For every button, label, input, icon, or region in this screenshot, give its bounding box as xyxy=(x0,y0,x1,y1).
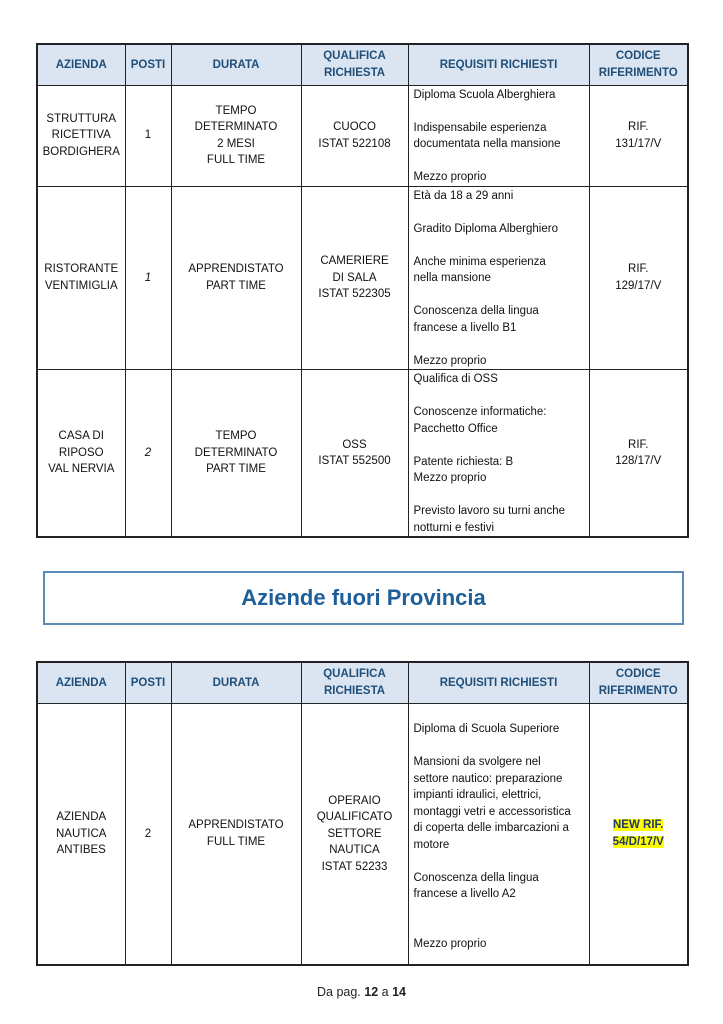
cell-azienda: CASA DI RIPOSO VAL NERVIA xyxy=(37,370,125,538)
requirement-line xyxy=(414,336,586,353)
page-footer xyxy=(0,985,723,999)
requirement-line: Mezzo proprio xyxy=(413,171,487,183)
job-table-fuori-provincia xyxy=(36,661,689,966)
requirement-line: Diploma di Scuola Superiore xyxy=(413,723,560,735)
requirement-line: Qualifica di OSS xyxy=(413,373,498,385)
header-azienda: AZIENDA xyxy=(37,44,125,85)
requirement-line: Età da 18 a 29 anni xyxy=(413,189,514,202)
cell-codice xyxy=(589,703,688,965)
requirement-line xyxy=(414,705,586,722)
requirement-line: Previsto lavoro su turni anche xyxy=(413,505,565,517)
cell-codice: RIF. 129/17/V xyxy=(589,186,688,370)
requirement-line: Patente richiesta: B xyxy=(413,455,514,468)
cell-azienda: AZIENDA NAUTICA ANTIBES xyxy=(37,703,125,965)
footer-sep: a xyxy=(381,985,389,999)
requirement-line: Mezzo proprio xyxy=(413,937,487,950)
requirement-line: settore nautico: preparazione xyxy=(413,772,563,785)
cell-posti: 1 xyxy=(125,186,171,370)
cell-requisiti xyxy=(408,370,589,538)
cell-durata: APPRENDISTATO FULL TIME xyxy=(171,703,301,965)
requirement-line: francese a livello A2 xyxy=(413,888,516,900)
cell-durata: TEMPO DETERMINATO 2 MESI FULL TIME xyxy=(171,85,301,186)
table-row xyxy=(37,703,688,965)
requirement-line: Conoscenza della lingua xyxy=(413,305,539,317)
job-table-provincia xyxy=(36,43,689,538)
requirement-line: Anche minima esperienza xyxy=(413,255,546,268)
table-row xyxy=(37,85,688,186)
requirement-line xyxy=(414,287,586,304)
requirement-line xyxy=(414,388,586,405)
requirement-line xyxy=(414,487,586,504)
requirement-line: Gradito Diploma Alberghiero xyxy=(413,222,558,235)
header-posti: POSTI xyxy=(125,662,171,703)
requirement-line: impianti idraulici, elettrici, xyxy=(413,789,542,801)
requirement-line xyxy=(414,237,586,254)
cell-posti: 2 xyxy=(125,370,171,538)
requirement-line xyxy=(414,738,586,755)
requirement-line: documentata nella mansione xyxy=(413,138,561,150)
cell-codice: RIF. 128/17/V xyxy=(589,370,688,538)
header-requisiti: REQUISITI RICHIESTI xyxy=(408,44,589,85)
footer-prefix: Da pag. xyxy=(317,985,361,999)
requirement-line xyxy=(414,919,586,936)
cell-codice: RIF. 131/17/V xyxy=(589,85,688,186)
cell-durata: TEMPO DETERMINATO PART TIME xyxy=(171,370,301,538)
header-durata: DURATA xyxy=(171,662,301,703)
cell-qualifica: OPERAIO QUALIFICATO SETTORE NAUTICA ISTAT 52233 xyxy=(301,703,408,965)
header-posti: POSTI xyxy=(125,44,171,85)
cell-qualifica: CUOCO ISTAT 522108 xyxy=(301,85,408,186)
section-banner xyxy=(43,571,684,625)
requirement-line: motore xyxy=(413,838,450,851)
cell-azienda: RISTORANTE VENTIMIGLIA xyxy=(37,186,125,370)
header-codice: CODICE RIFERIMENTO xyxy=(589,44,688,85)
table-row xyxy=(37,370,688,538)
cell-durata: APPRENDISTATO PART TIME xyxy=(171,186,301,370)
requirement-line: Pacchetto Office xyxy=(413,422,498,435)
requirement-line: Mansioni da svolgere nel xyxy=(413,756,541,768)
requirement-line: francese a livello B1 xyxy=(413,321,517,334)
cell-qualifica: OSS ISTAT 552500 xyxy=(301,370,408,538)
cell-posti: 1 xyxy=(125,85,171,186)
table-header-row xyxy=(37,662,688,703)
cell-posti: 2 xyxy=(125,703,171,965)
header-azienda: AZIENDA xyxy=(37,662,125,703)
requirement-line: Indispensabile esperienza xyxy=(413,121,547,134)
footer-page: 12 xyxy=(364,985,379,999)
cell-requisiti xyxy=(408,85,589,186)
header-qualifica: QUALIFICA RICHIESTA xyxy=(301,662,408,703)
cell-azienda: STRUTTURA RICETTIVA BORDIGHERA xyxy=(37,85,125,186)
section-title: Aziende fuori Provincia xyxy=(241,585,486,610)
table-row xyxy=(37,186,688,370)
footer-total: 14 xyxy=(392,985,406,999)
new-rif-highlight: NEW RIF. 54/D/17/V xyxy=(612,819,664,848)
requirement-line: notturni e festivi xyxy=(413,521,495,534)
requirement-line: Mezzo proprio xyxy=(413,354,487,367)
table-header-row xyxy=(37,44,688,85)
requirement-line: Conoscenza della lingua xyxy=(413,871,539,884)
requirement-line: montaggi vetri e accessoristica xyxy=(413,805,571,818)
requirement-line xyxy=(414,903,586,920)
header-durata: DURATA xyxy=(171,44,301,85)
requirement-line: nella mansione xyxy=(413,272,491,284)
requirement-line: Mezzo proprio xyxy=(413,472,487,484)
requirement-line xyxy=(414,153,586,170)
requirement-line: Diploma Scuola Alberghiera xyxy=(413,88,556,101)
header-requisiti: REQUISITI RICHIESTI xyxy=(408,662,589,703)
cell-requisiti xyxy=(408,186,589,370)
requirement-line: di coperta delle imbarcazioni a xyxy=(413,822,569,834)
header-qualifica: QUALIFICA RICHIESTA xyxy=(301,44,408,85)
requirement-line xyxy=(414,853,586,870)
cell-requisiti xyxy=(408,703,589,965)
requirement-line xyxy=(414,204,586,221)
requirement-line xyxy=(414,103,586,120)
requirement-line xyxy=(414,437,586,454)
cell-qualifica: CAMERIERE DI SALA ISTAT 522305 xyxy=(301,186,408,370)
header-codice: CODICE RIFERIMENTO xyxy=(589,662,688,703)
requirement-line: Conoscenze informatiche: xyxy=(413,406,547,418)
